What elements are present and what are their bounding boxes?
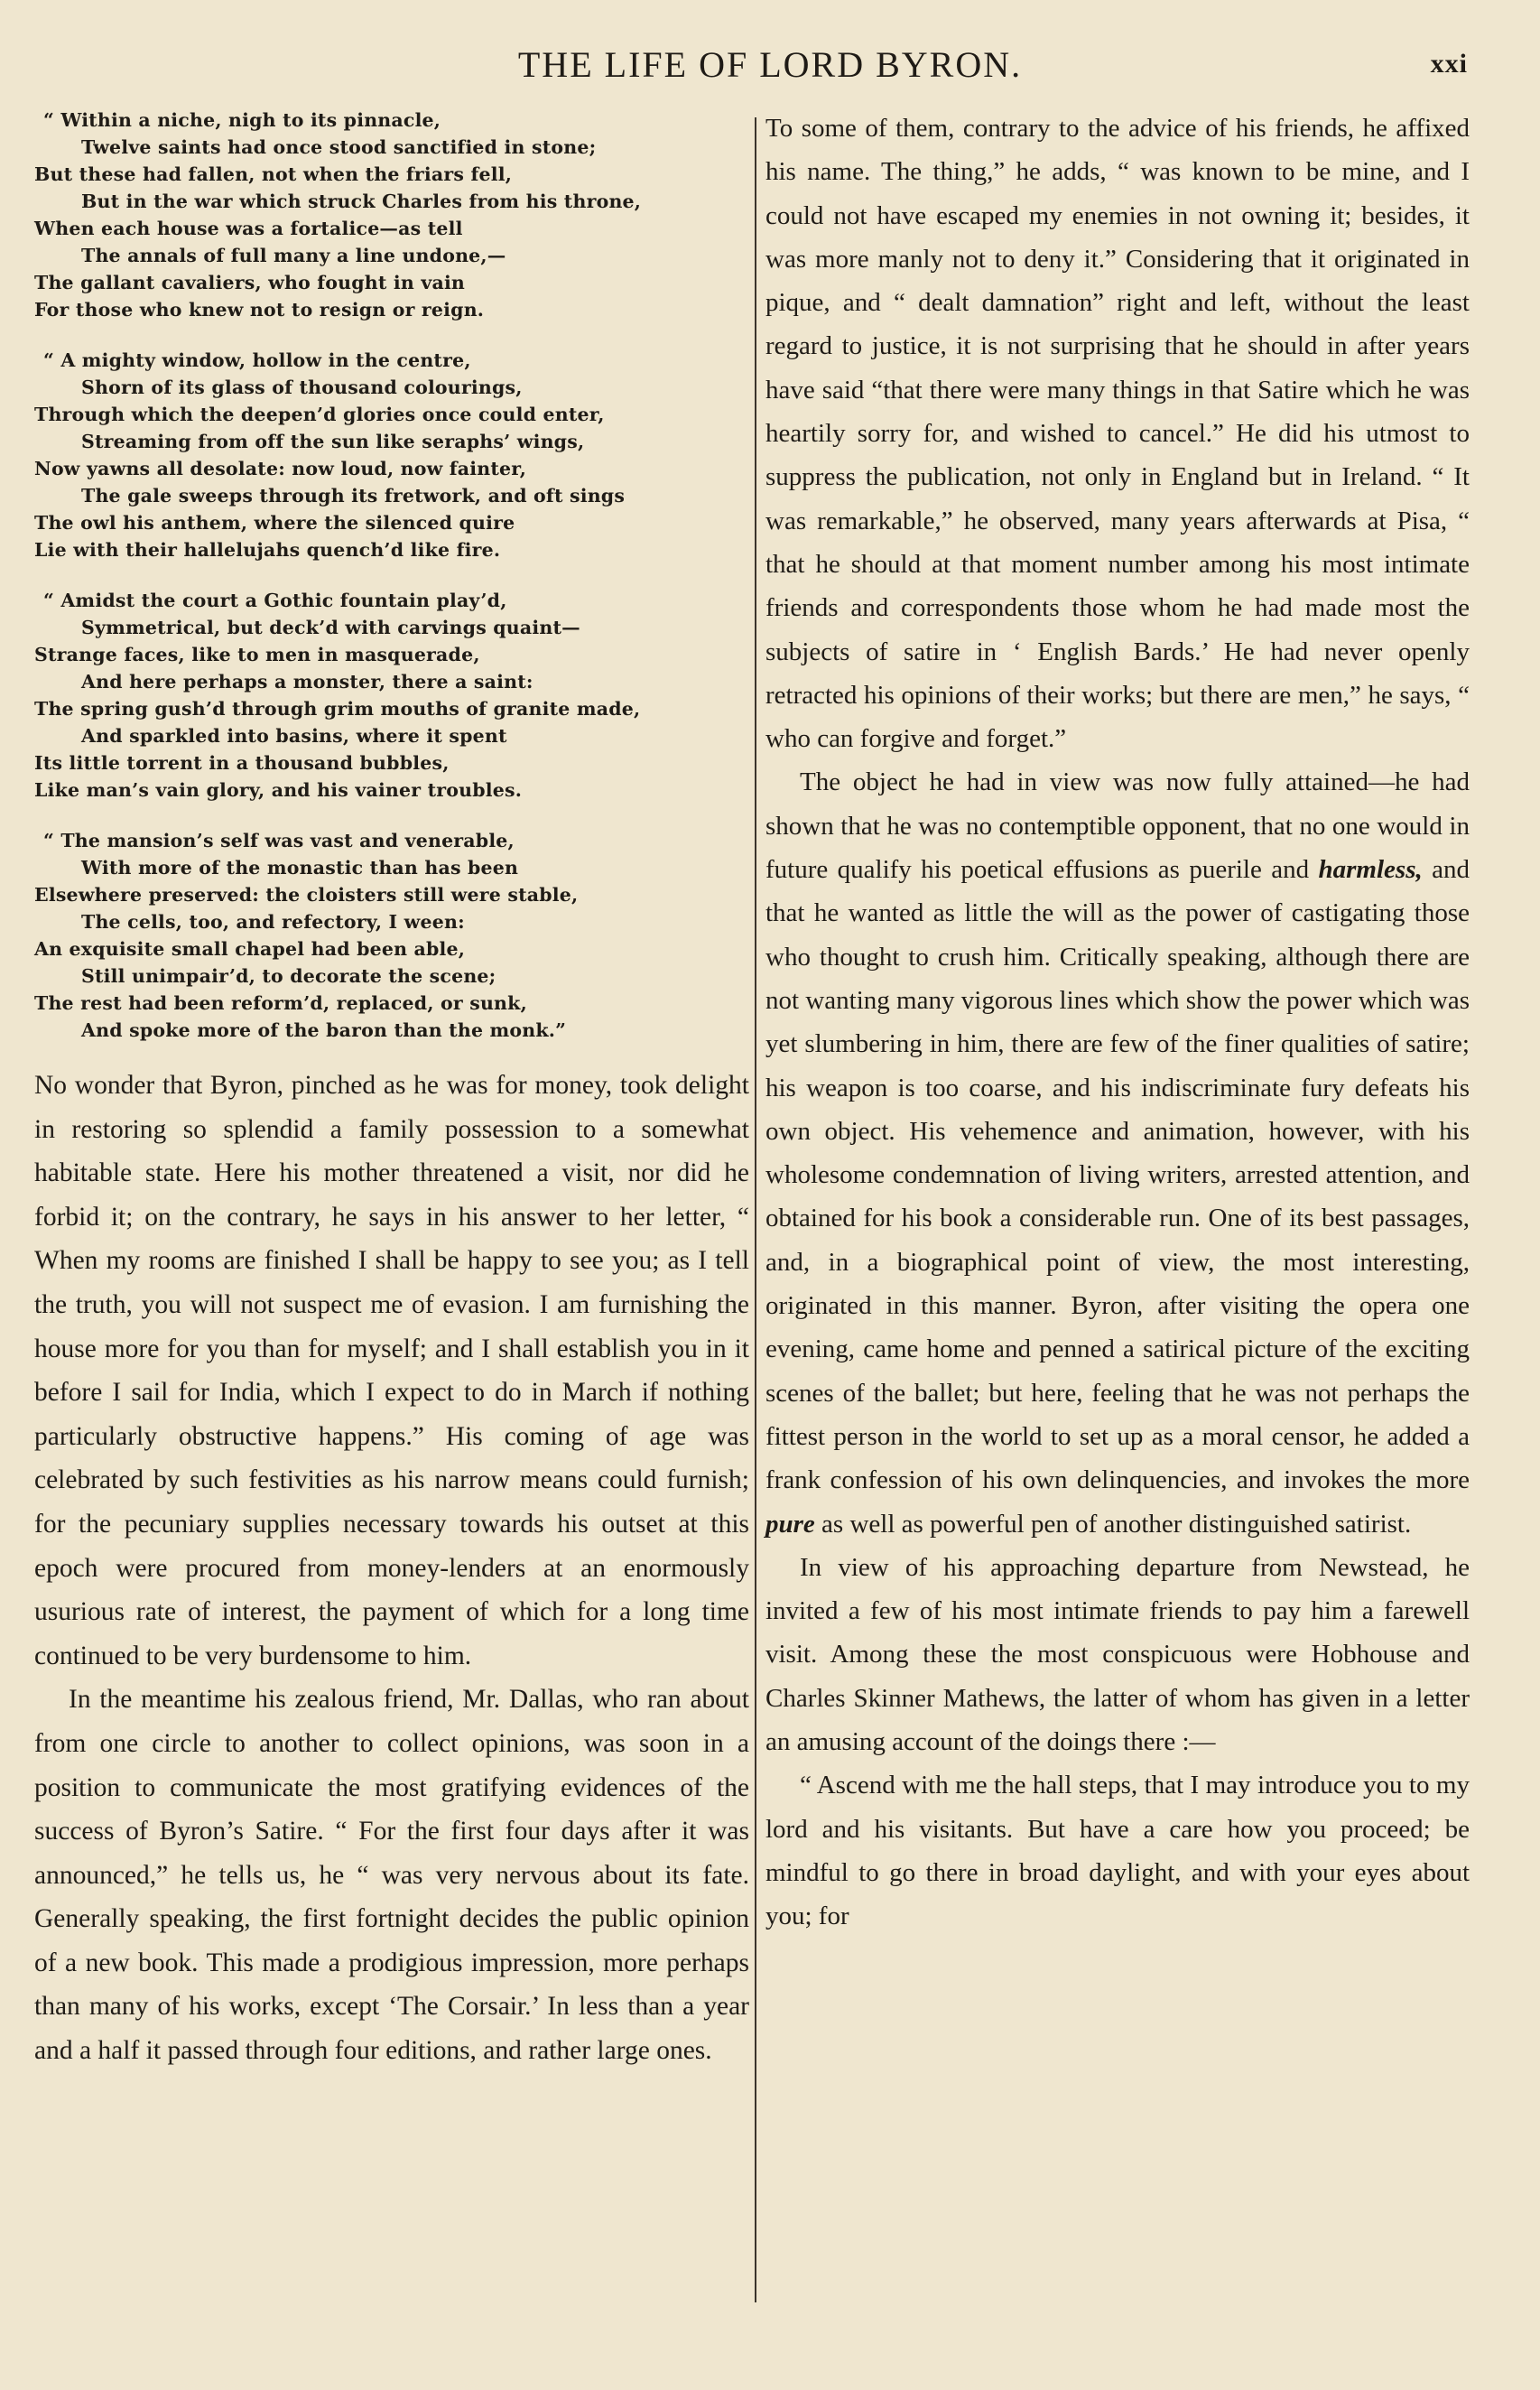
paragraph: No wonder that Byron, pinched as he was for money, took delight in restoring so splendid a family possession to a somewhat habitable state. Here his mother threatened a visit, nor did he forbid it; on the contrary, he says in his answer to her letter, “ When my rooms are finished I shall be happy to see you; as I tell the truth, you will not suspect me of evasion. I am furnishing the house more for you than for myself; and I shall establish you in it before I sail for India, which I expect to do in March if nothing particularly obstructive happens.” His coming of age was celebrated by such festivities as his narrow means could furnish; for the pecuniary supplies necessary towards his outset at this epoch were procured from money-lenders at an enormously usurious rate of interest, the payment of which for a long time continued to be very burdensome to him. — [34, 1071, 749, 1670]
text-run: as well as powerful pen of another distinguished satirist. — [821, 1509, 1412, 1539]
poem-line: “ Within a niche, nigh to its pinnacle, — [43, 109, 441, 131]
left-column — [34, 107, 749, 2073]
poem-line: But these had fallen, not when the friars fell, — [34, 163, 513, 185]
poem-line: An exquisite small chapel had been able, — [34, 938, 466, 960]
stanza — [34, 827, 749, 1044]
column-divider — [755, 117, 756, 2302]
text-run: and that he wanted as little the will as the power of castigating those who thought to crush him. Critically speaking, although there are not wanting many vigorous lines which show the power which was yet slumbering in him, there are few of the finer qualities of satire; his weapon is too coarse, and his indiscriminate fury defeats his own object. His vehemence and animation, however, with his wholesome condemnation of living writers, arrested attention, and obtained for his book a considerable run. One of its best passages, and, in a biographical point of view, the most interesting, originated in this manner. Byron, after visiting the opera one evening, came home and penned a satirical picture of the exciting scenes of the ballet; but here, feeling that he was not perhaps the fittest person in the world to set up as a moral censor, he added a frank confession of his own delinquencies, and invokes the more — [765, 855, 1470, 1495]
running-title: THE LIFE OF LORD BYRON. — [517, 44, 1023, 85]
poem-line: With more of the monastic than has been — [81, 857, 519, 879]
page-header — [0, 43, 1540, 88]
poem-line: Lie with their hallelujahs quench’d like fire. — [34, 539, 501, 561]
stanza — [34, 587, 749, 804]
paragraph: To some of them, contrary to the advice of his friends, he affixed his name. The thing,” he adds, “ was known to be mine, and I could not have escaped my enemies in not owning it; besides, it was more manly not to deny it.” Considering that it originated in pique, and “ dealt damnation” right and left, without the least regard to justice, it is not surprising that he should in after years have said “that there were many things in that Satire which he was heartily sorry for, and wished to cancel.” He did his utmost to suppress the publication, not only in England but in Ireland. “ It was remarkable,” he observed, many years afterwards at Pisa, “ that he should at that moment number among his most intimate friends and correspondents those whom he had made most the subjects of satire in ‘ English Bards.’ He had never openly retracted his opinions of their works; but there are men,” he says, “ who can forgive and forget.” — [765, 114, 1470, 754]
poem-line: The cells, too, and refectory, I ween: — [81, 911, 465, 933]
right-column — [765, 107, 1470, 1938]
poem-line: “ The mansion’s self was vast and venerable, — [43, 830, 515, 851]
poem-line: The spring gush’d through grim mouths of granite made, — [34, 698, 641, 720]
text-run: The object he had in view was now fully attained—he had shown that he was no contemptible opponent, that no one would in future qualify his poetical effusions as puerile and — [765, 767, 1470, 885]
poem-line: When each house was a fortalice—as tell — [34, 218, 463, 239]
poem-line: Strange faces, like to men in masquerade, — [34, 644, 480, 665]
poem-line: The gale sweeps through its fretwork, and oft sings — [81, 485, 626, 507]
emphasis: pure — [765, 1509, 815, 1539]
poem-line: Elsewhere preserved: the cloisters still were stable, — [34, 884, 579, 906]
poem-line: Twelve saints had once stood sanctified in stone; — [81, 136, 597, 158]
right-prose — [765, 107, 1470, 1938]
page-number: xxi — [1430, 49, 1468, 79]
poem-line: For those who knew not to resign or reign. — [34, 299, 485, 321]
poem-line: Symmetrical, but deck’d with carvings quaint— — [81, 617, 580, 638]
poem-line: Through which the deepen’d glories once could enter, — [34, 404, 605, 425]
paragraph: In the meantime his zealous friend, Mr. Dallas, who ran about from one circle to another to collect opinions, was soon in a position to communicate the most gratifying evidences of the success of Byron’s Satire. “ For the first four days after it was announced,” he tells us, he “ was very nervous about its fate. Generally speaking, the first fortnight decides the public opinion of a new book. This made a prodigious impression, more perhaps than many of his works, except ‘The Corsair.’ In less than a year and a half it passed through four editions, and rather large ones. — [34, 1685, 749, 2066]
poem-quotation — [34, 107, 749, 1044]
stanza — [34, 347, 749, 563]
poem-line: Streaming from off the sun like seraphs’ wings, — [81, 431, 585, 452]
poem-line: Shorn of its glass of thousand colourings, — [81, 377, 523, 398]
poem-line: Now yawns all desolate: now loud, now fainter, — [34, 458, 527, 479]
poem-line: Still unimpair’d, to decorate the scene; — [81, 965, 496, 987]
emphasis: harmless, — [1318, 855, 1423, 885]
poem-line: “ A mighty window, hollow in the centre, — [43, 349, 471, 371]
paragraph: “ Ascend with me the hall steps, that I may introduce you to my lord and his visitants. But have a care how you proceed; be mindful to go there in broad daylight, and with your eyes about you; for — [765, 1771, 1470, 1931]
poem-line: The annals of full many a line undone,— — [81, 245, 506, 266]
left-prose — [34, 1064, 749, 2073]
poem-line: The gallant cavaliers, who fought in vain — [34, 272, 466, 293]
poem-line: Like man’s vain glory, and his vainer troubles. — [34, 779, 523, 801]
poem-line: The rest had been reform’d, replaced, or sunk, — [34, 992, 527, 1014]
poem-line: Its little torrent in a thousand bubbles, — [34, 752, 450, 774]
poem-line: And here perhaps a monster, there a saint: — [81, 671, 533, 693]
paragraph — [765, 760, 1470, 1545]
stanza — [34, 107, 749, 323]
poem-line: But in the war which struck Charles from his throne, — [81, 191, 642, 212]
poem-line: And spoke more of the baron than the monk.” — [81, 1019, 567, 1041]
poem-line: The owl his anthem, where the silenced quire — [34, 512, 515, 534]
poem-line: And sparkled into basins, where it spent — [81, 725, 507, 747]
paragraph: In view of his approaching departure from Newstead, he invited a few of his most intimate friends to pay him a farewell visit. Among these the most conspicuous were Hobhouse and Charles Skinner Mathews, the latter of whom has given in a letter an amusing account of the doings there :— — [765, 1552, 1470, 1756]
poem-line: “ Amidst the court a Gothic fountain play’d, — [43, 590, 507, 611]
